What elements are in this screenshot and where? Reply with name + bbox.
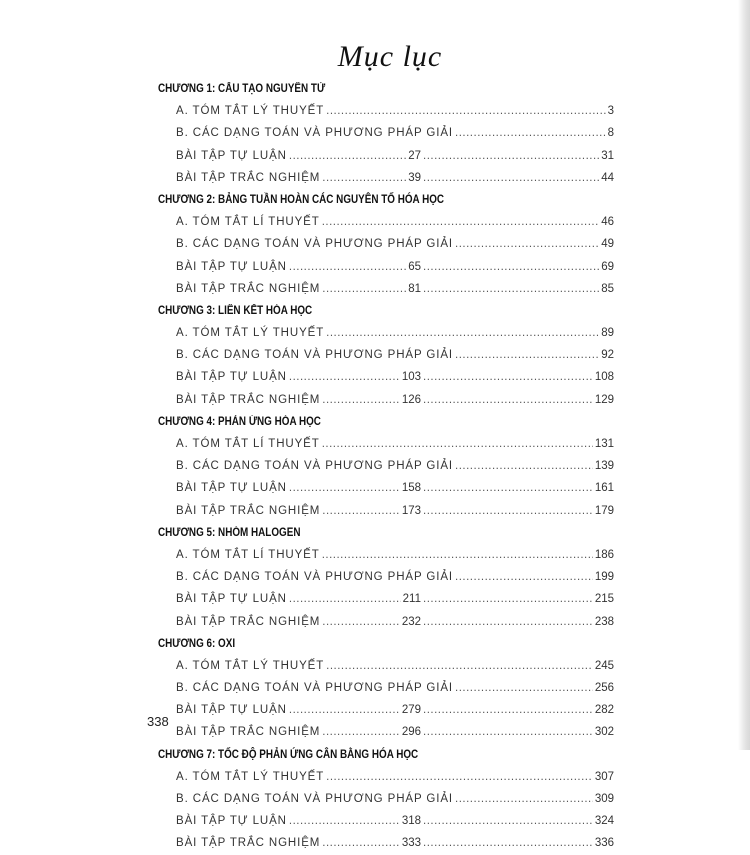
toc-entry <box>158 233 614 255</box>
start-page: 39 <box>408 171 421 184</box>
toc-entry <box>158 256 614 278</box>
dot-leader <box>322 433 593 455</box>
toc-entry <box>158 100 614 122</box>
toc-entry <box>158 322 614 344</box>
chapter-heading: CHƯƠNG 7: TỐC ĐỘ PHẢN ỨNG CÂN BẰNG HÓA HỌC <box>158 748 419 761</box>
entry-label: B. CÁC DẠNG TOÁN VÀ PHƯƠNG PHÁP GIẢI <box>176 682 454 695</box>
dot-leader <box>322 389 400 411</box>
end-page: 129 <box>594 393 614 406</box>
dot-leader <box>322 500 400 522</box>
toc-entry <box>158 344 614 366</box>
dot-leader <box>455 122 606 144</box>
toc-entry <box>158 433 614 455</box>
entry-label: A. TÓM TẮT LÍ THUYẾT <box>176 438 320 450</box>
toc-entry-left <box>176 721 421 743</box>
start-page: 65 <box>408 260 421 273</box>
entry-label: BÀI TẬP TỰ LUẬN <box>176 704 287 717</box>
toc-entry <box>158 566 614 588</box>
toc-entry <box>158 366 614 388</box>
chapter-heading: CHƯƠNG 3: LIÊN KẾT HÓA HỌC <box>158 304 313 317</box>
entry-label: A. TÓM TẮT LÍ THUYẾT <box>176 216 320 229</box>
table-of-contents <box>158 78 614 855</box>
entry-label: BÀI TẬP TỰ LUẬN <box>176 149 287 162</box>
entry-label: A. TÓM TẮT LÝ THUYẾT <box>176 105 325 118</box>
end-page: 336 <box>594 837 614 850</box>
toc-entry-left <box>176 500 421 522</box>
end-page: 69 <box>601 260 614 273</box>
dot-leader <box>322 167 406 189</box>
toc-entry <box>158 766 614 788</box>
end-page: 302 <box>594 726 614 739</box>
entry-label: A. TÓM TẮT LÝ THUYẾT <box>176 327 325 340</box>
chapter-heading: CHƯƠNG 6: OXI <box>158 637 236 650</box>
dot-leader <box>289 145 406 167</box>
end-page: 256 <box>594 682 614 695</box>
dot-leader <box>289 477 400 499</box>
dot-leader <box>326 766 593 788</box>
dot-leader <box>423 389 593 411</box>
entry-label: B. CÁC DẠNG TOÁN VÀ PHƯƠNG PHÁP GIẢI <box>176 793 454 805</box>
page-edge-shadow <box>738 0 750 750</box>
end-page: 309 <box>594 793 614 805</box>
entry-label: BÀI TẬP TỰ LUẬN <box>176 371 287 384</box>
dot-leader <box>289 256 406 278</box>
dot-leader <box>455 788 593 810</box>
dot-leader <box>322 721 400 743</box>
end-page: 139 <box>594 460 614 473</box>
toc-entry <box>158 167 614 189</box>
start-page: 318 <box>401 815 421 828</box>
toc-entry-left <box>176 699 421 721</box>
end-page: 179 <box>594 504 614 517</box>
start-page: 211 <box>402 593 421 606</box>
entry-label: A. TÓM TẮT LÝ THUYẾT <box>176 770 325 783</box>
entry-label: A. TÓM TẮT LÝ THUYẾT <box>176 659 325 672</box>
toc-entry <box>158 588 614 610</box>
end-page: 85 <box>601 282 614 295</box>
entry-label: BÀI TẬP TỰ LUẬN <box>176 593 287 606</box>
end-page: 161 <box>594 482 614 495</box>
start-page: 81 <box>408 282 421 295</box>
end-page: 44 <box>601 171 614 184</box>
toc-entry-left <box>176 832 421 854</box>
start-page: 27 <box>408 149 421 162</box>
end-page: 199 <box>594 571 614 584</box>
start-page: 158 <box>401 482 421 495</box>
end-page: 46 <box>601 216 614 229</box>
entry-label: BÀI TẬP TRẮC NGHIỆM <box>176 837 321 850</box>
entry-label: B. CÁC DẠNG TOÁN VÀ PHƯƠNG PHÁP GIẢI <box>176 238 454 251</box>
toc-entry-left <box>176 278 421 300</box>
entry-label: B. CÁC DẠNG TOÁN VÀ PHƯƠNG PHÁP GIẢI <box>176 349 454 362</box>
toc-entry <box>158 810 614 832</box>
toc-entry <box>158 611 614 633</box>
toc-entry <box>158 389 614 411</box>
entry-label: BÀI TẬP TRẮC NGHIỆM <box>176 504 321 517</box>
toc-entry-left <box>176 366 421 388</box>
dot-leader <box>322 611 400 633</box>
chapter-heading: CHƯƠNG 1: CẤU TẠO NGUYÊN TỬ <box>158 83 326 95</box>
end-page: 324 <box>594 815 614 828</box>
toc-entry <box>158 655 614 677</box>
end-page: 238 <box>594 615 614 628</box>
dot-leader <box>423 611 593 633</box>
dot-leader <box>322 832 400 854</box>
entry-label: BÀI TẬP TỰ LUẬN <box>176 482 287 495</box>
dot-leader <box>289 588 401 610</box>
end-page: 108 <box>594 371 614 384</box>
chapter-heading: CHƯƠNG 2: BẢNG TUẦN HOÀN CÁC NGUYÊN TỐ HÓA HỌC <box>158 193 445 206</box>
toc-entry-left <box>176 588 421 610</box>
dot-leader <box>423 167 599 189</box>
start-page: 232 <box>401 615 421 628</box>
dot-leader <box>423 366 593 388</box>
start-page: 103 <box>401 371 421 384</box>
end-page: 245 <box>594 659 614 672</box>
entry-label: BÀI TẬP TỰ LUẬN <box>176 815 287 828</box>
end-page: 3 <box>607 105 614 118</box>
toc-entry <box>158 122 614 144</box>
entry-label: BÀI TẬP TRẮC NGHIỆM <box>176 726 321 739</box>
toc-entry-left <box>176 611 421 633</box>
dot-leader <box>423 721 593 743</box>
toc-entry <box>158 145 614 167</box>
toc-entry <box>158 832 614 854</box>
end-page: 92 <box>601 349 614 362</box>
toc-entry-left <box>176 810 421 832</box>
entry-label: BÀI TẬP TỰ LUẬN <box>176 260 287 273</box>
toc-entry <box>158 699 614 721</box>
end-page: 49 <box>601 238 614 251</box>
entry-label: A. TÓM TẮT LÍ THUYẾT <box>176 548 320 561</box>
dot-leader <box>455 566 593 588</box>
entry-label: B. CÁC DẠNG TOÁN VÀ PHƯƠNG PHÁP GIẢI <box>176 460 454 473</box>
dot-leader <box>322 211 600 233</box>
end-page: 282 <box>594 704 614 717</box>
dot-leader <box>326 322 599 344</box>
end-page: 131 <box>594 438 614 450</box>
dot-leader <box>423 477 593 499</box>
entry-label: BÀI TẬP TRẮC NGHIỆM <box>176 282 321 295</box>
start-page: 279 <box>401 704 421 717</box>
end-page: 89 <box>601 327 614 340</box>
entry-label: B. CÁC DẠNG TOÁN VÀ PHƯƠNG PHÁP GIẢI <box>176 571 454 584</box>
toc-entry-left <box>176 256 421 278</box>
end-page: 307 <box>594 770 614 783</box>
toc-entry-left <box>176 145 421 167</box>
chapter-heading: CHƯƠNG 4: PHẢN ỨNG HÓA HỌC <box>158 415 321 428</box>
dot-leader <box>423 256 599 278</box>
start-page: 333 <box>401 837 421 850</box>
entry-label: B. CÁC DẠNG TOÁN VÀ PHƯƠNG PHÁP GIẢI <box>176 127 454 140</box>
end-page: 31 <box>601 149 614 162</box>
dot-leader <box>423 810 593 832</box>
entry-label: BÀI TẬP TRẮC NGHIỆM <box>176 393 321 406</box>
dot-leader <box>423 278 599 300</box>
entry-label: BÀI TẬP TRẮC NGHIỆM <box>176 171 321 184</box>
start-page: 126 <box>401 393 421 406</box>
dot-leader <box>455 344 599 366</box>
entry-label: BÀI TẬP TRẮC NGHIỆM <box>176 615 321 628</box>
toc-entry <box>158 477 614 499</box>
dot-leader <box>423 699 593 721</box>
toc-entry-left <box>176 167 421 189</box>
page-number: 338 <box>147 714 169 729</box>
end-page: 186 <box>594 548 614 561</box>
toc-entry <box>158 455 614 477</box>
dot-leader <box>455 455 593 477</box>
dot-leader <box>423 832 593 854</box>
toc-entry-left <box>176 389 421 411</box>
toc-entry <box>158 211 614 233</box>
dot-leader <box>326 655 593 677</box>
chapter-heading: CHƯƠNG 5: NHÓM HALOGEN <box>158 526 301 539</box>
dot-leader <box>455 233 599 255</box>
toc-entry <box>158 721 614 743</box>
start-page: 173 <box>401 504 421 517</box>
dot-leader <box>423 500 593 522</box>
end-page: 8 <box>607 127 614 140</box>
dot-leader <box>423 145 599 167</box>
toc-entry-left <box>176 477 421 499</box>
toc-entry <box>158 500 614 522</box>
dot-leader <box>423 588 593 610</box>
dot-leader <box>289 699 400 721</box>
dot-leader <box>326 100 605 122</box>
toc-entry <box>158 677 614 699</box>
start-page: 296 <box>401 726 421 739</box>
dot-leader <box>455 677 593 699</box>
toc-entry <box>158 788 614 810</box>
dot-leader <box>322 544 593 566</box>
dot-leader <box>289 810 400 832</box>
end-page: 215 <box>594 593 614 606</box>
page-title: Mục lục <box>337 40 443 73</box>
toc-entry <box>158 278 614 300</box>
dot-leader <box>322 278 406 300</box>
dot-leader <box>289 366 400 388</box>
toc-entry <box>158 544 614 566</box>
